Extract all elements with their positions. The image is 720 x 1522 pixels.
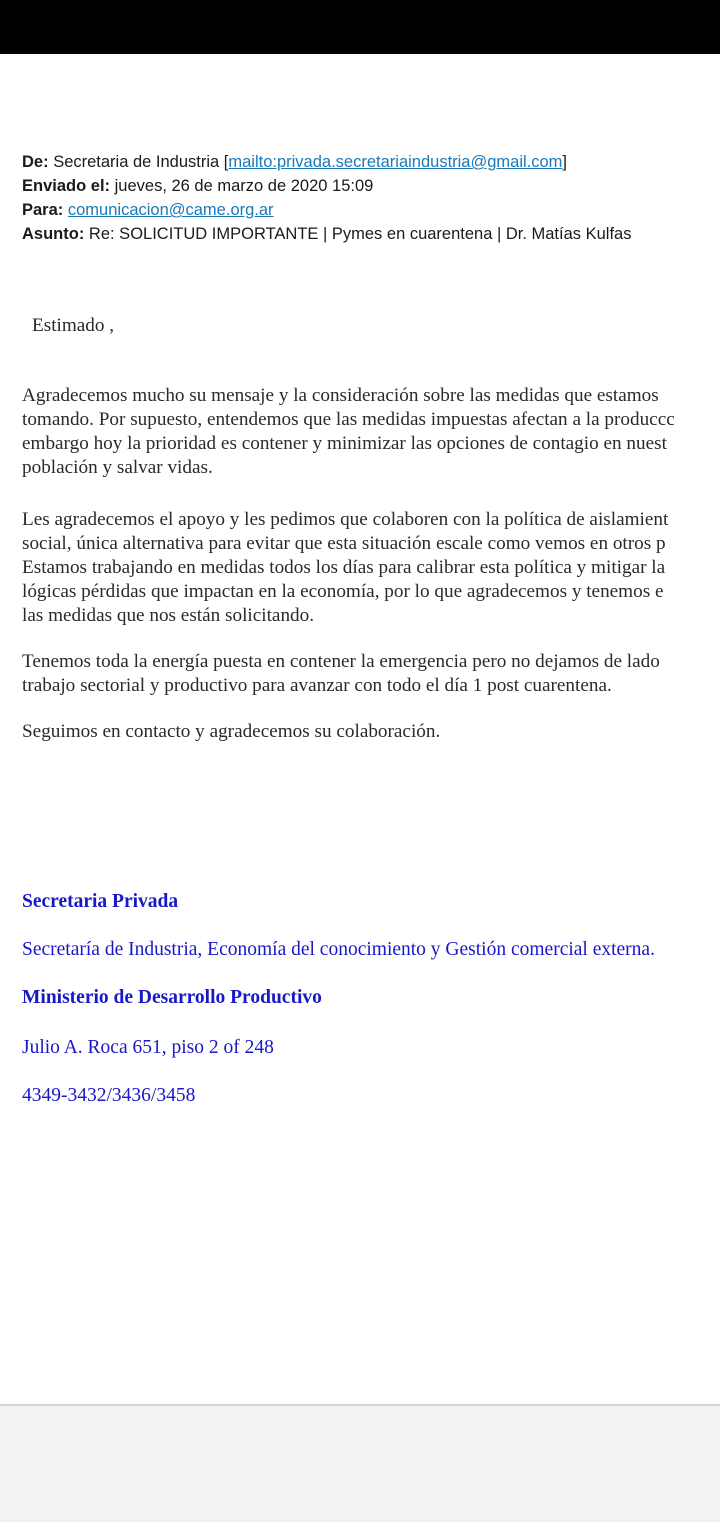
paragraph-line: Tenemos toda la energía puesta en contener la emergencia pero no dejamos de lado [22,651,660,672]
to-email-link[interactable]: comunicacion@came.org.ar [67,201,274,219]
paragraph-line: trabajo sectorial y productivo para avanzar con todo el día 1 post cuarentena. [22,675,612,696]
paragraph-1 [22,384,720,480]
to-label: Para: [22,201,64,219]
paragraph-line: Estamos trabajando en medidas todos los días para calibrar esta política y mitigar la [22,557,666,578]
paragraph-line: social, única alternativa para evitar que esta situación escale como vemos en otros p [22,533,666,554]
signature-phone: 4349-3432/3436/3458 [22,1085,196,1106]
status-bar [0,0,720,54]
sent-value: jueves, 26 de marzo de 2020 15:09 [114,177,374,195]
sent-line [22,174,720,198]
from-label: De: [22,153,49,171]
paragraph-line: Agradecemos mucho su mensaje y la consideración sobre las medidas que estamos [22,385,659,406]
greeting: Estimado , [32,315,115,336]
from-line: De: Secretaria de Industria [mailto:privada.secretariaindustria@gmail.com] [22,153,568,171]
paragraph-line: embargo hoy la prioridad es contener y minimizar las opciones de contagio en nuest [22,433,667,454]
signature-title: Secretaria Privada [22,891,179,912]
paragraph-line: las medidas que nos están solicitando. [22,605,315,626]
email-document[interactable] [0,54,720,1404]
to-line [22,198,720,222]
paragraph-4: Seguimos en contacto y agradecemos su colaboración. [22,721,441,742]
paragraph-line: lógicas pérdidas que impactan en la economía, por lo que agradecemos y tenemos e [22,581,664,602]
subject-value: Re: SOLICITUD IMPORTANTE | Pymes en cuarentena | Dr. Matías Kulfas [88,225,632,243]
viewer-background [0,1404,720,1522]
paragraph-line: Les agradecemos el apoyo y les pedimos que colaboren con la política de aislamient [22,509,669,530]
paragraph-3 [22,650,720,698]
signature-department: Secretaría de Industria, Economía del conocimiento y Gestión comercial externa. [22,939,655,960]
signature-ministry: Ministerio de Desarrollo Productivo [22,987,322,1008]
from-name: Secretaria de Industria [53,153,220,171]
subject-line [22,222,720,246]
subject-label: Asunto: [22,225,85,243]
from-email-link[interactable]: mailto:privada.secretariaindustria@gmail.com [228,153,563,171]
paragraph-line: población y salvar vidas. [22,457,213,478]
paragraph-line: tomando. Por supuesto, entendemos que las medidas impuestas afectan a la produccc [22,409,675,430]
paragraph-2 [22,508,720,628]
sent-label: Enviado el: [22,177,111,195]
email-header [22,150,720,246]
signature-address: Julio A. Roca 651, piso 2 of 248 [22,1037,274,1058]
